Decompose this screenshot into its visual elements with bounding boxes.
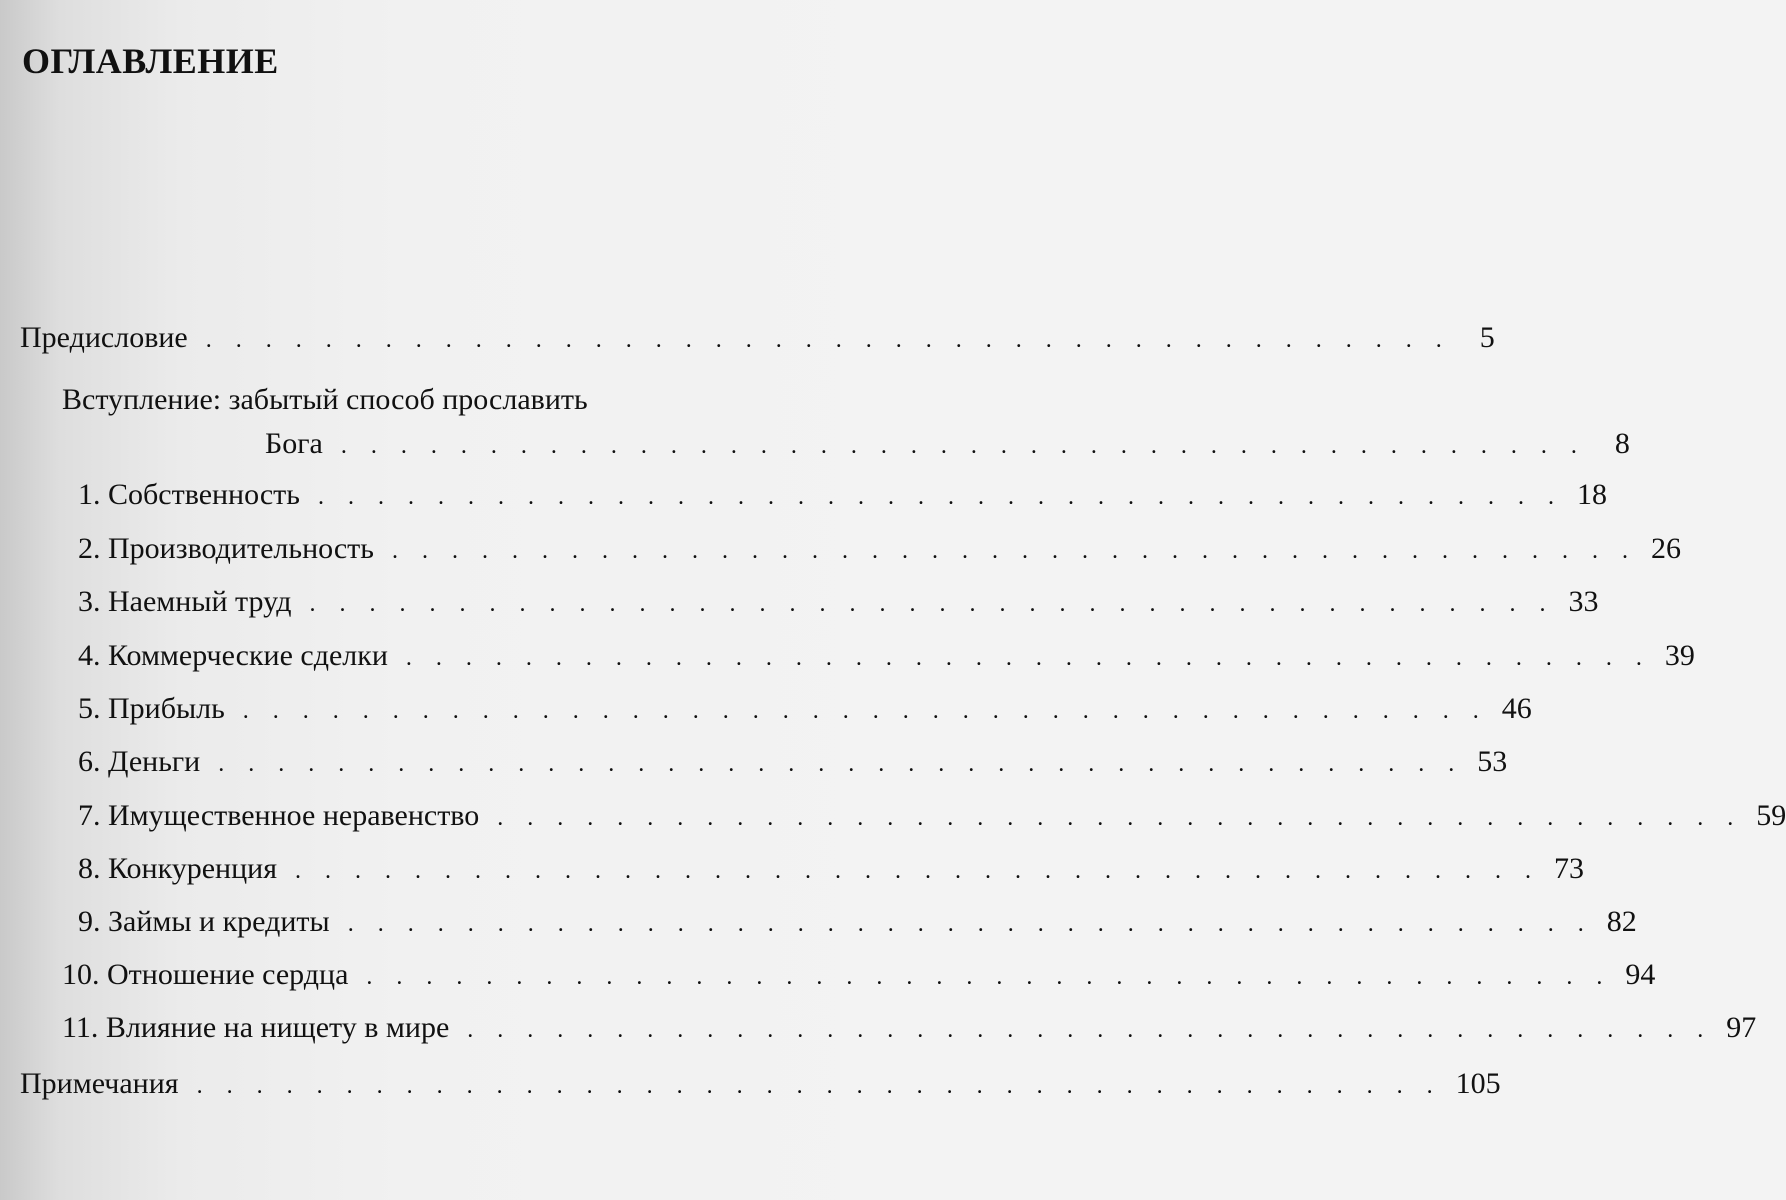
dot-leader: . . . . . . . . . . . . . . . . . . . . . . . . . . . . . . . . . . . . . . . . . . <box>309 591 1555 617</box>
toc-entry-label: 5. Прибыль <box>78 692 225 725</box>
toc-entry-chapter-2 <box>78 531 1681 569</box>
toc-page-number: 82 <box>1606 905 1637 938</box>
dot-leader: . . . . . . . . . . . . . . . . . . . . . . . . . . . . . . . . . . . . . . . . . . <box>242 698 1488 724</box>
toc-entry-label: 11. Влияние на нищету в мире <box>62 1011 450 1044</box>
toc-page-number: 18 <box>1576 478 1607 511</box>
toc-entry-label: 1. Собственность <box>78 478 300 511</box>
toc-page-number: 26 <box>1650 532 1681 565</box>
toc-page-number: 94 <box>1625 958 1656 991</box>
toc-entry-chapter-8 <box>78 851 1584 889</box>
toc-entry-label: 6. Деньги <box>78 745 201 778</box>
toc-entry-chapter-3 <box>78 584 1599 622</box>
toc-entry-label: 10. Отношение сердца <box>62 958 349 991</box>
toc-entry-label: Примечания <box>20 1067 179 1100</box>
toc-page-number: 97 <box>1726 1011 1757 1044</box>
dot-leader: . . . . . . . . . . . . . . . . . . . . . . . . . . . . . . . . . . . . . . . . . . <box>205 327 1451 353</box>
toc-page-number: 5 <box>1479 321 1495 354</box>
dot-leader: . . . . . . . . . . . . . . . . . . . . . . . . . . . . . . . . . . . . . . . . . . <box>497 805 1743 831</box>
toc-page-number: 8 <box>1614 427 1630 460</box>
toc-page-number: 53 <box>1477 745 1508 778</box>
page-title: ОГЛАВЛЕНИЕ <box>22 41 279 81</box>
toc-entry-label: 3. Наемный труд <box>78 585 292 618</box>
toc-entry-chapter-1 <box>78 477 1607 515</box>
toc-entry-introduction <box>265 426 1630 464</box>
toc-entry-chapter-7 <box>78 798 1786 836</box>
toc-entry-label: Бога <box>265 427 323 460</box>
toc-entry-notes <box>20 1066 1501 1104</box>
toc-entry-label: Предисловие <box>20 321 188 354</box>
toc-entry-chapter-6 <box>78 744 1508 782</box>
dot-leader: . . . . . . . . . . . . . . . . . . . . . . . . . . . . . . . . . . . . . . . . . . <box>295 858 1540 884</box>
toc-entry-label: 7. Имущественное неравенство <box>78 799 480 832</box>
toc-page-number: 39 <box>1664 639 1695 672</box>
toc-entry-label: 2. Производительность <box>78 532 374 565</box>
dot-leader: . . . . . . . . . . . . . . . . . . . . . . . . . . . . . . . . . . . . . . . . . . <box>340 433 1586 459</box>
toc-entry-label: 4. Коммерческие сделки <box>78 639 388 672</box>
dot-leader: . . . . . . . . . . . . . . . . . . . . . . . . . . . . . . . . . . . . . . . . . . <box>366 964 1612 990</box>
toc-entry-chapter-10 <box>62 957 1656 995</box>
toc-entry-chapter-4 <box>78 638 1695 676</box>
toc-entry-chapter-5 <box>78 691 1532 729</box>
dot-leader: . . . . . . . . . . . . . . . . . . . . . . . . . . . . . . . . . . . . . . . . . . <box>405 645 1651 671</box>
toc-entry-label: 8. Конкуренция <box>78 852 277 885</box>
toc-page-number: 59 <box>1756 799 1786 832</box>
toc-entry-chapter-11 <box>62 1010 1757 1048</box>
dot-leader: . . . . . . . . . . . . . . . . . . . . . . . . . . . . . . . . . . . . . . . . . . <box>467 1017 1713 1043</box>
toc-page-number: 33 <box>1568 585 1599 618</box>
toc-page-number: 46 <box>1501 692 1532 725</box>
toc-page-number: 105 <box>1455 1067 1501 1100</box>
toc-entry-label: 9. Займы и кредиты <box>78 905 330 938</box>
toc-entry-chapter-9 <box>78 904 1637 942</box>
dot-leader: . . . . . . . . . . . . . . . . . . . . . . . . . . . . . . . . . . . . . . . . . . <box>317 484 1563 510</box>
toc-entry-preface <box>20 320 1495 358</box>
toc-entry-introduction-line1: Вступление: забытый способ прославить <box>62 383 588 416</box>
dot-leader: . . . . . . . . . . . . . . . . . . . . . . . . . . . . . . . . . . . . . . . . . . <box>391 538 1637 564</box>
dot-leader: . . . . . . . . . . . . . . . . . . . . . . . . . . . . . . . . . . . . . . . . . . <box>196 1073 1442 1099</box>
dot-leader: . . . . . . . . . . . . . . . . . . . . . . . . . . . . . . . . . . . . . . . . . . <box>218 751 1464 777</box>
toc-page-number: 73 <box>1554 852 1584 885</box>
dot-leader: . . . . . . . . . . . . . . . . . . . . . . . . . . . . . . . . . . . . . . . . . . <box>347 911 1593 937</box>
